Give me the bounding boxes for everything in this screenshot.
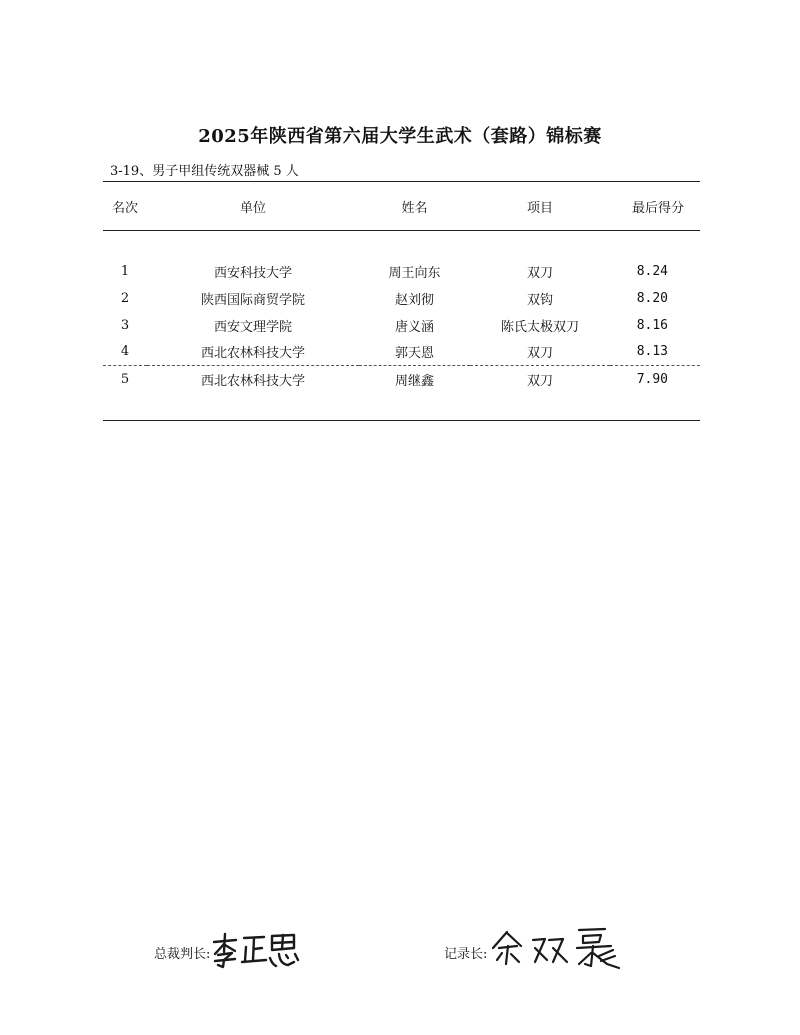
document-title: 2025年陕西省第六届大学生武术（套路）锦标赛 [198,126,602,147]
unit-cell: 西安文理学院 [213,319,292,335]
score-cell: 8.20 [636,290,668,306]
table-row [103,258,700,285]
table-row [103,312,700,339]
score-cell: 8.16 [636,317,668,333]
participant-unit: 人 [285,164,299,179]
unit-cell: 西北农林科技大学 [200,346,305,362]
table-header-row [103,182,700,231]
item-cell: 双钩 [526,292,553,308]
score-cell: 7.90 [610,366,700,393]
recorder-label: 记录长: [444,947,488,962]
unit-cell: 陕西国际商贸学院 [200,292,305,308]
header-score: 最后得分 [610,182,700,231]
rank-cell: 4 [120,344,130,360]
score-cell: 8.24 [636,263,668,279]
chief-judge-label: 总裁判长: [154,947,211,962]
rank-cell: 3 [120,317,130,333]
table-row [103,366,700,393]
item-cell: 双刀 [526,346,553,362]
results-table [103,181,700,421]
participant-count: 5 [273,164,282,179]
item-cell: 双刀 [526,265,553,281]
rank-cell: 2 [120,290,130,306]
recorder-sign-block [444,930,635,970]
table-row [103,339,700,366]
header-unit: 单位 [147,182,359,231]
unit-cell: 西安科技大学 [213,265,292,281]
header-rank: 名次 [103,182,147,231]
chief-judge-signature [210,930,302,970]
rank-cell: 5 [103,366,147,393]
name-cell: 周继鑫 [359,366,470,393]
name-cell: 唐义涵 [394,319,434,335]
rank-cell: 1 [120,263,130,279]
unit-cell: 西北农林科技大学 [147,366,359,393]
event-line [110,160,299,179]
event-code: 3-19、男子甲组传统双器械 [110,164,270,179]
header-item: 项目 [470,182,610,231]
header-name: 姓名 [359,182,470,231]
recorder-signature [487,926,635,970]
name-cell: 郭天恩 [394,346,434,362]
item-cell: 陈氏太极双刀 [500,319,579,335]
name-cell: 赵刘彻 [394,292,434,308]
name-cell: 周王向东 [388,265,441,281]
item-cell: 双刀 [470,366,610,393]
chief-judge-sign-block [154,930,302,970]
score-cell: 8.13 [636,344,668,360]
table-row [103,285,700,312]
